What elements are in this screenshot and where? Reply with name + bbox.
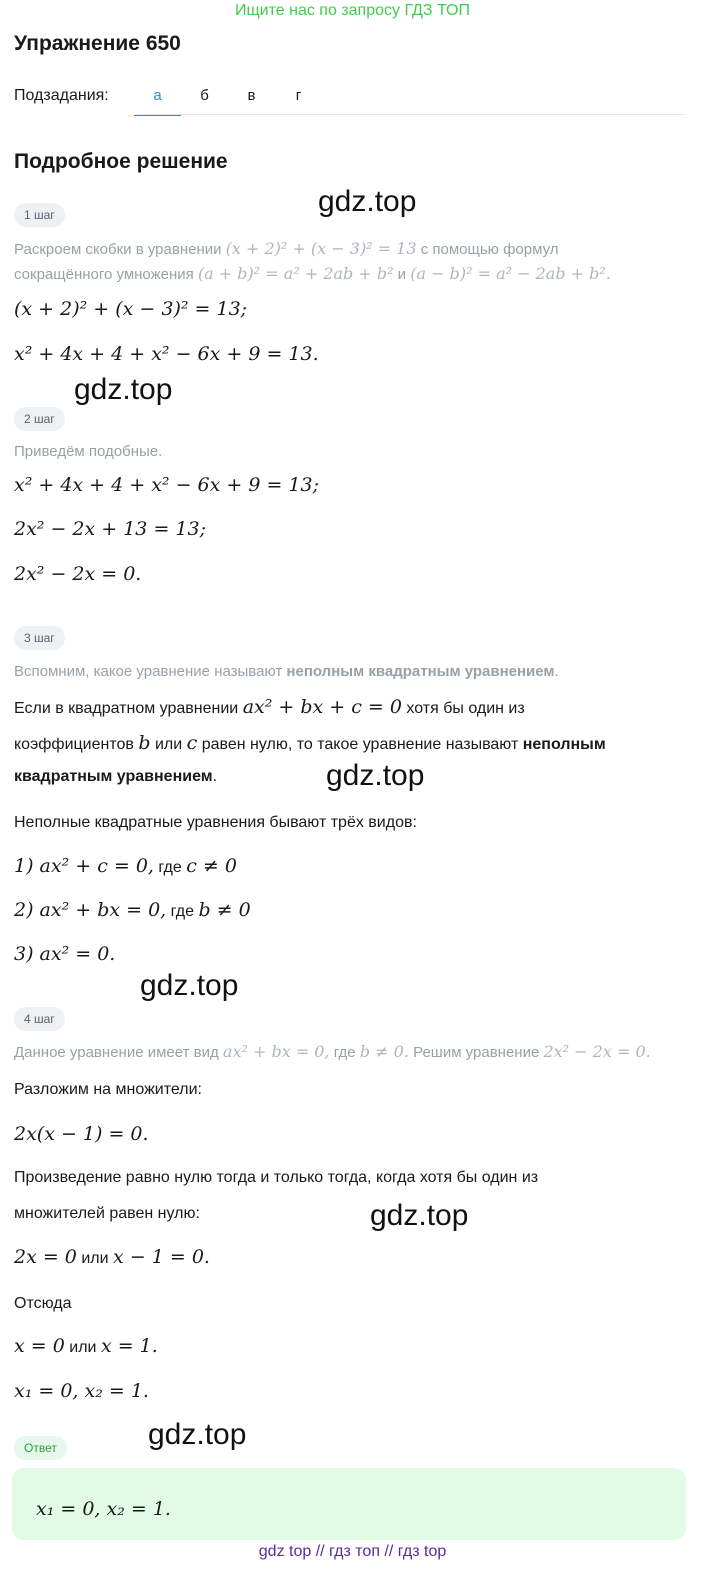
subtask-tabs <box>134 76 322 116</box>
watermark: gdz.top <box>148 1418 247 1451</box>
equation: x² + 4x + 4 + x² − 6x + 9 = 13; <box>14 474 320 496</box>
equation: x₁ = 0, x₂ = 1. <box>14 1380 149 1402</box>
type-item: 3) ax² = 0. <box>14 943 116 965</box>
tab-b[interactable]: б <box>200 87 209 104</box>
step-badge: 1 шаг <box>14 203 65 227</box>
equation: 2x = 0 или x − 1 = 0. <box>14 1246 210 1268</box>
step-text: множителей равен нулю: <box>14 1205 200 1222</box>
types-intro: Неполные квадратные уравнения бывают трёх видов: <box>14 814 417 831</box>
equation: 2x² − 2x = 0. <box>14 563 142 585</box>
tab-g[interactable]: г <box>295 87 302 104</box>
definition-text: коэффициентов b или c равен нулю, то такое уравнение называют неполным <box>14 732 606 754</box>
answer-box <box>12 1468 686 1540</box>
step-badge: 4 шаг <box>14 1007 65 1031</box>
promo-banner[interactable]: Ищите нас по запросу ГДЗ ТОП <box>235 2 470 19</box>
answer-badge: Ответ <box>14 1436 67 1460</box>
watermark: gdz.top <box>140 969 239 1002</box>
step-text: Отсюда <box>14 1295 72 1312</box>
step-hint: сокращённого умножения (a + b)² = a² + 2ab + b² и (a − b)² = a² − 2ab + b². <box>14 264 611 283</box>
watermark: gdz.top <box>326 759 425 792</box>
answer-value: x₁ = 0, x₂ = 1. <box>36 1498 171 1520</box>
footer-links[interactable]: gdz top // гдз топ // гдз top <box>258 1543 447 1560</box>
step-hint: Вспомним, какое уравнение называют неполным квадратным уравнением. <box>14 663 559 680</box>
step-text: Разложим на множители: <box>14 1081 202 1098</box>
page-title: Упражнение 650 <box>14 32 181 55</box>
tabs-divider <box>134 114 686 115</box>
step-text: Произведение равно нулю тогда и только тогда, когда хотя бы один из <box>14 1169 539 1186</box>
type-item: 1) ax² + c = 0, где c ≠ 0 <box>14 855 237 877</box>
type-item: 2) ax² + bx = 0, где b ≠ 0 <box>14 899 251 921</box>
step-hint: Приведём подобные. <box>14 443 163 460</box>
step-badge: 2 шаг <box>14 407 65 431</box>
step-hint: Данное уравнение имеет вид ax² + bx = 0, где b ≠ 0. Решим уравнение 2x² − 2x = 0. <box>14 1042 651 1061</box>
tab-a[interactable]: а <box>134 76 181 116</box>
definition-text: Если в квадратном уравнении ax² + bx + c = 0 хотя бы один из <box>14 696 525 718</box>
watermark: gdz.top <box>370 1199 469 1232</box>
step-hint: Раскроем скобки в уравнении (x + 2)² + (x − 3)² = 13 с помощью формул <box>14 239 559 258</box>
equation: x = 0 или x = 1. <box>14 1335 158 1357</box>
watermark: gdz.top <box>318 185 417 218</box>
equation: 2x(x − 1) = 0. <box>14 1123 149 1145</box>
section-title: Подробное решение <box>14 150 228 173</box>
equation: x² + 4x + 4 + x² − 6x + 9 = 13. <box>14 343 319 365</box>
equation: (x + 2)² + (x − 3)² = 13; <box>14 298 248 320</box>
step-badge: 3 шаг <box>14 626 65 650</box>
equation: 2x² − 2x + 13 = 13; <box>14 518 206 540</box>
watermark: gdz.top <box>74 373 173 406</box>
definition-text: квадратным уравнением. <box>14 768 218 785</box>
tab-v[interactable]: в <box>247 87 256 104</box>
subtasks-label: Подзадания: <box>14 87 109 104</box>
